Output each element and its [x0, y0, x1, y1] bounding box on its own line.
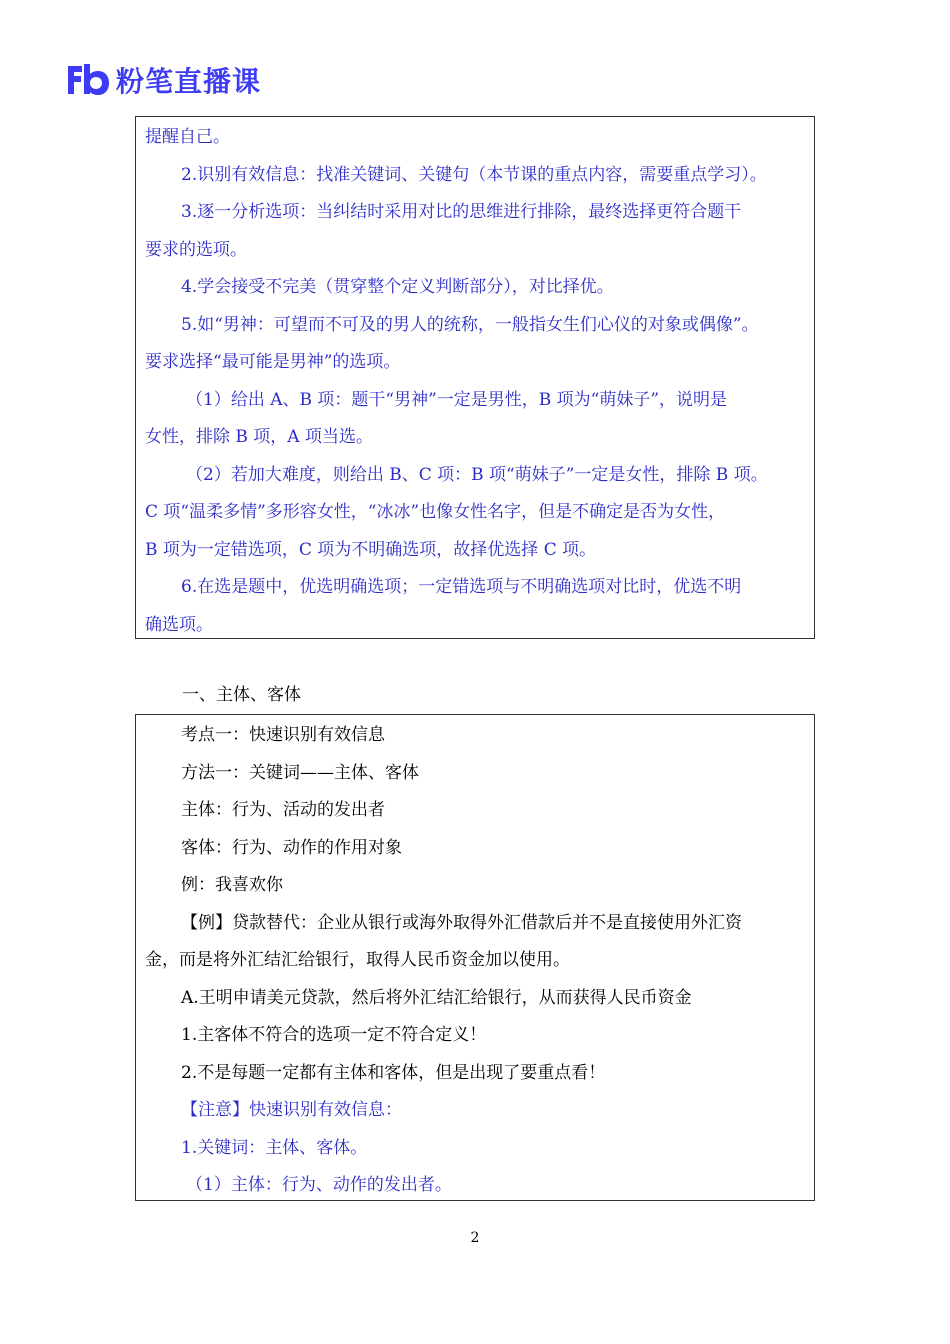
box2-line: 2.不是每题一定都有主体和客体，但是出现了要重点看！ [181, 1062, 606, 1083]
logo-text: 粉笔直播课 [116, 65, 262, 98]
box2-line: 主体：行为、活动的发出者 [181, 800, 385, 820]
fb-logo-icon [66, 62, 110, 98]
page-number: 2 [470, 1230, 480, 1246]
box1-line: 3.逐一分析选项：当纠结时采用对比的思维进行排除，最终选择更符合题干 [181, 202, 742, 222]
box1-line: 6.在选是题中，优选明确选项；一定错选项与不明确选项对比时，优选不明 [181, 577, 742, 597]
box1-line: 提醒自己。 [145, 127, 230, 147]
box2-line: 考点一：快速识别有效信息 [181, 725, 385, 745]
box1-line: （1）给出 A、B 项：题干“男神”一定是男性，B 项为“萌妹子”，说明是 [186, 389, 728, 410]
brand-logo [66, 60, 261, 100]
box1-line: 要求选择“最可能是男神”的选项。 [145, 352, 401, 372]
box1-line: B 项为一定错选项，C 项为不明确选项，故择优选择 C 项。 [145, 539, 597, 560]
box2-line: （1）主体：行为、动作的发出者。 [186, 1175, 452, 1195]
box1-line: 5.如“男神：可望而不可及的男人的统称，一般指女生们心仪的对象或偶像”。 [181, 314, 759, 335]
box1-line: （2）若加大难度，则给出 B、C 项：B 项“萌妹子”一定是女性，排除 B 项。 [186, 464, 768, 485]
box1-line: 4.学会接受不完美（贯穿整个定义判断部分），对比择优。 [181, 277, 614, 297]
box1-line: 2.识别有效信息：找准关键词、关键句（本节课的重点内容，需要重点学习）。 [181, 164, 767, 185]
box2-line: A.王明申请美元贷款，然后将外汇结汇给银行，从而获得人民币资金 [181, 987, 692, 1008]
box2-line: 【注意】快速识别有效信息： [181, 1100, 402, 1120]
box2-line: 金，而是将外汇结汇给银行，取得人民币资金加以使用。 [145, 950, 570, 970]
box2-line: 例：我喜欢你 [181, 875, 283, 895]
box1-line: 要求的选项。 [145, 239, 247, 260]
box2-line: 1.关键词：主体、客体。 [181, 1137, 368, 1158]
box1-line: C 项“温柔多情”多形容女性，“冰冰”也像女性名字，但是不确定是否为女性， [145, 502, 726, 522]
box1-line: 确选项。 [145, 614, 213, 635]
box2-line: 【例】贷款替代：企业从银行或海外取得外汇借款后并不是直接使用外汇资 [181, 912, 742, 933]
box2-line: 客体：行为、动作的作用对象 [181, 837, 402, 858]
box1-line: 女性，排除 B 项，A 项当选。 [145, 427, 373, 447]
notes-box [135, 116, 815, 639]
lecture-box [135, 714, 815, 1201]
section-heading: 一、主体、客体 [182, 685, 301, 705]
box2-line: 1.主客体不符合的选项一定不符合定义！ [181, 1025, 487, 1045]
box2-line: 方法一：关键词——主体、客体 [181, 762, 419, 783]
